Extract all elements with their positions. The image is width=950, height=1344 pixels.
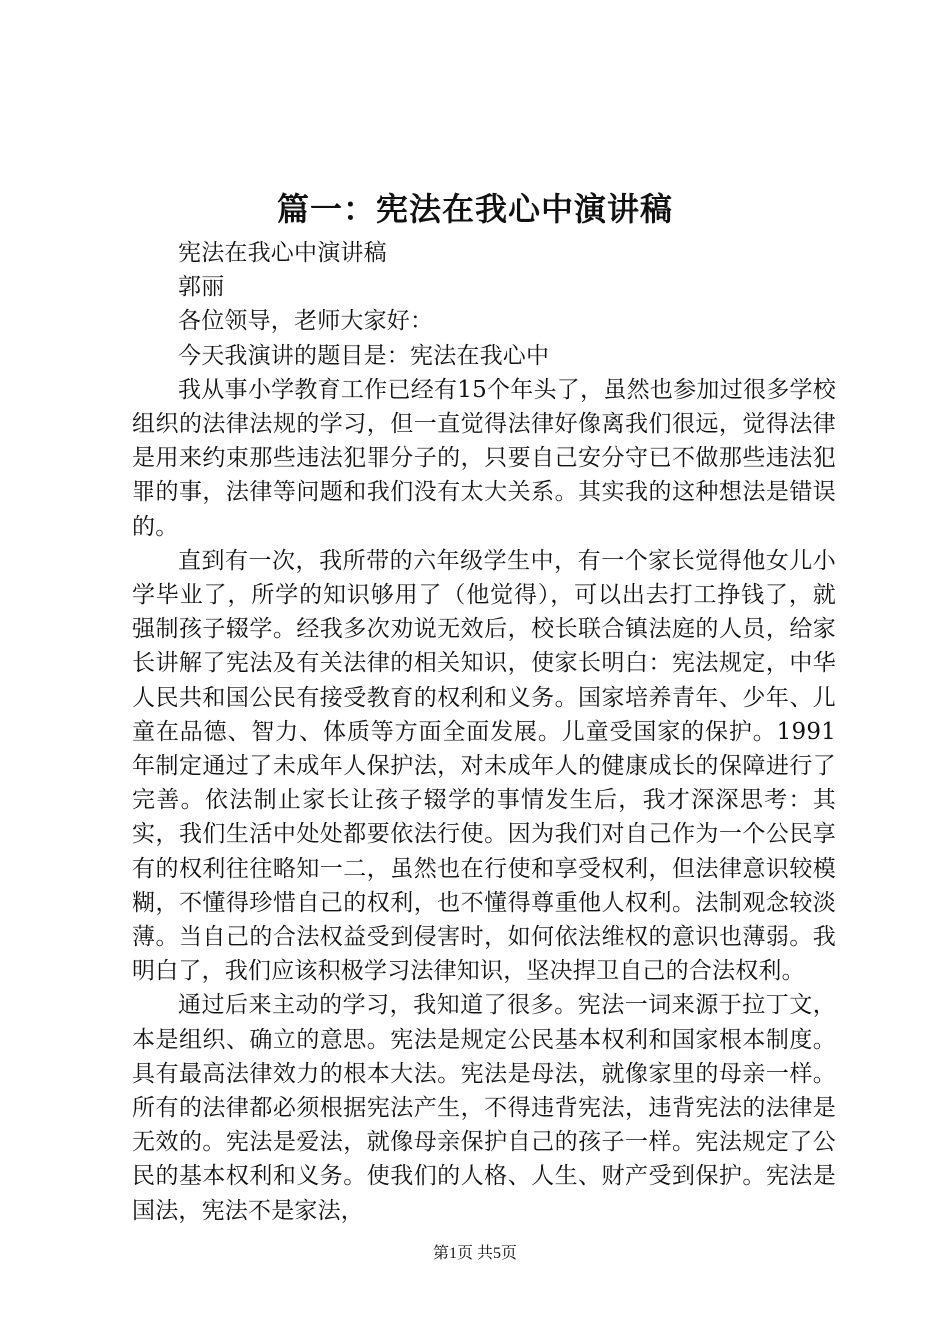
body-paragraph: 直到有一次，我所带的六年级学生中，有一个家长觉得他女儿小学毕业了，所学的知识够用了（他觉得），可以出去打工挣钱了，就强制孩子辍学。经我多次劝说无效后，校长联合镇法庭的人员，给家长讲解了宪法及有关法律的相关知识，使家长明白：宪法规定，中华人民共和国公民有接受教育的权利和义务。国家培养青年、少年、儿童在品德、智力、体质等方面全面发展。儿童受国家的保护。1991年制定通过了未成年人保护法，对未成年人的健康成长的保障进行了完善。依法制止家长让孩子辍学的事情发生后，我才深深思考：其实，我们生活中处处都要依法行使。因为我们对自己作为一个公民享有的权利往往略知一二，虽然也在行使和享受权利，但法律意识较模糊，不懂得珍惜自己的权利，也不懂得尊重他人权利。法制观念较淡薄。当自己的合法权益受到侵害时，如何依法维权的意识也薄弱。我明白了，我们应该积极学习法律知识，坚决捍卫自己的合法权利。: [132, 547, 836, 985]
speech-heading: 宪法在我心中演讲稿: [178, 240, 387, 266]
speaker-name: 郭丽: [178, 274, 225, 301]
topic-line: 今天我演讲的题目是：宪法在我心中: [178, 342, 550, 369]
greeting: 各位领导，老师大家好：: [178, 308, 434, 335]
body-paragraph: 我从事小学教育工作已经有15个年头了，虽然也参加过很多学校组织的法律法规的学习，但一直觉得法律好像离我们很远，觉得法律是用来约束那些违法犯罪分子的，只要自己安分守已不做那些违法犯罪的事，法律等问题和我们没有太大关系。其实我的这种想法是错误的。: [132, 376, 836, 540]
document-body: [132, 236, 836, 1228]
page-number-footer: 第1页 共5页: [432, 1245, 517, 1262]
body-paragraph: 通过后来主动的学习，我知道了很多。宪法一词来源于拉丁文，本是组织、确立的意思。宪法是规定公民基本权利和国家根本制度。具有最高法律效力的根本大法。宪法是母法，就像家里的母亲一样。所有的法律都必须根据宪法产生，不得违背宪法，违背宪法的法律是无效的。宪法是爱法，就像母亲保护自己的孩子一样。宪法规定了公民的基本权利和义务。使我们的人格、人生、财产受到保护。宪法是国法，宪法不是家法，: [132, 992, 836, 1224]
document-title: 篇一：宪法在我心中演讲稿: [276, 190, 673, 228]
